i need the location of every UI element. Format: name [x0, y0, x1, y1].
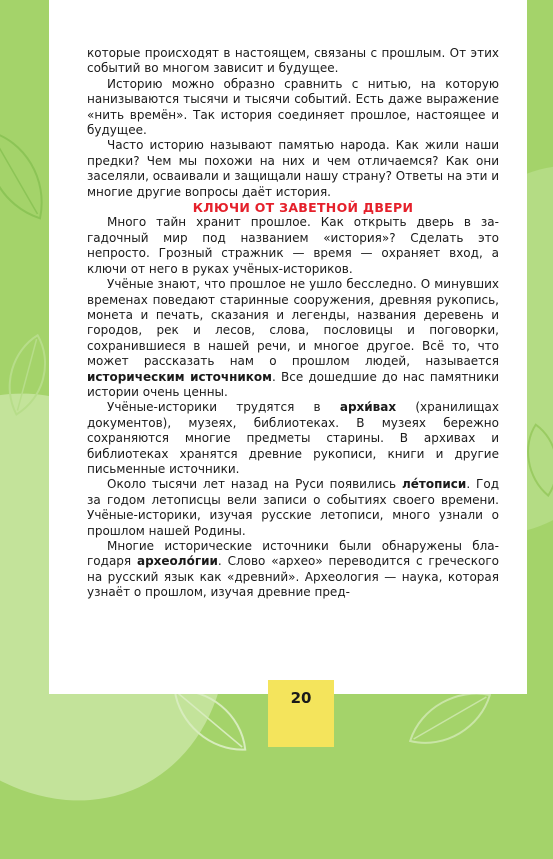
paragraph — [87, 138, 499, 200]
paragraph-text: . Все дошедшие до нас памятники истории очень ценны. — [87, 369, 499, 399]
section-heading: КЛЮЧИ ОТ ЗАВЕТНОЙ ДВЕРИ — [192, 200, 414, 216]
paragraph — [87, 77, 499, 139]
page-number-tab — [268, 680, 334, 747]
key-term: лéтописи — [401, 477, 467, 492]
text-page — [49, 0, 527, 694]
paragraph-text: . Год за годом летописцы вели записи о событиях своего времени. Учёные-историки, изучая русские летописи, много узнали о прошлом нашей Родины. — [87, 477, 499, 538]
key-term: археоло́гии — [136, 554, 218, 569]
paragraph — [87, 215, 499, 277]
body-text — [87, 46, 499, 601]
paragraph — [87, 400, 499, 477]
paragraph-text: Учёные-историки трудятся в — [107, 400, 340, 415]
paragraph — [87, 539, 499, 601]
paragraph — [87, 46, 499, 77]
paragraph-text: Многие исторические источники были обнаружены благодаря — [87, 539, 499, 569]
key-term: архи́вах — [339, 400, 397, 415]
key-term: историческим источником — [87, 369, 272, 384]
page-number: 20 — [290, 689, 312, 707]
paragraph-text: Часто историю называют памятью народа. Как жили наши предки? Чем мы похожи на них и чем отличаемся? Как они заселяли, осваивали и защищали нашу страну? Ответы на эти и многие другие вопросы даёт история. — [87, 138, 499, 199]
paragraph — [87, 477, 499, 539]
paragraph-text: (хранилищах документов), музеях, библиотеках. В музеях бережно сохраняются многие предметы старины. В архивах и библиотеках хранятся древние рукописи, книги и другие письменные источники. — [87, 400, 499, 476]
paragraph-text: . Слово «архео» переводится с греческого на русский язык как «древний». Археология — наука, которая узнаёт о прошлом, изучая древние пред- — [87, 554, 499, 600]
paragraph-text: Много тайн хранит прошлое. Как открыть дверь в загадочный мир под названием «история»? Сделать это непросто. Грозный стражник — время — охраняет вход, а ключи от него в руках учёных-историков. — [87, 215, 499, 276]
paragraph — [87, 277, 499, 400]
paragraph-text: Около тысячи лет назад на Руси появились — [107, 477, 402, 492]
paragraph-text: Историю можно образно сравнить с нитью, на которую нанизываются тысячи и тысячи событий. Есть даже выражение «нить времён». Так история соединяет прошлое, настоящее и будущее. — [87, 76, 499, 138]
paragraph-text: Учёные знают, что прошлое не ушло бесследно. О минувших временах поведают старинные сооружения, древняя рукопись, монета и печать, сказания и легенды, названия деревень и городов, рек и лесов, слова, пословицы и поговорки, сохранившиеся в нашей речи, и многое другое. Всё то, что может рассказать нам о прошлом людей, называется — [87, 277, 499, 369]
paragraph-text: которые происходят в настоящем, связаны с прошлым. От этих событий во многом зависит и будущее. — [87, 46, 499, 76]
